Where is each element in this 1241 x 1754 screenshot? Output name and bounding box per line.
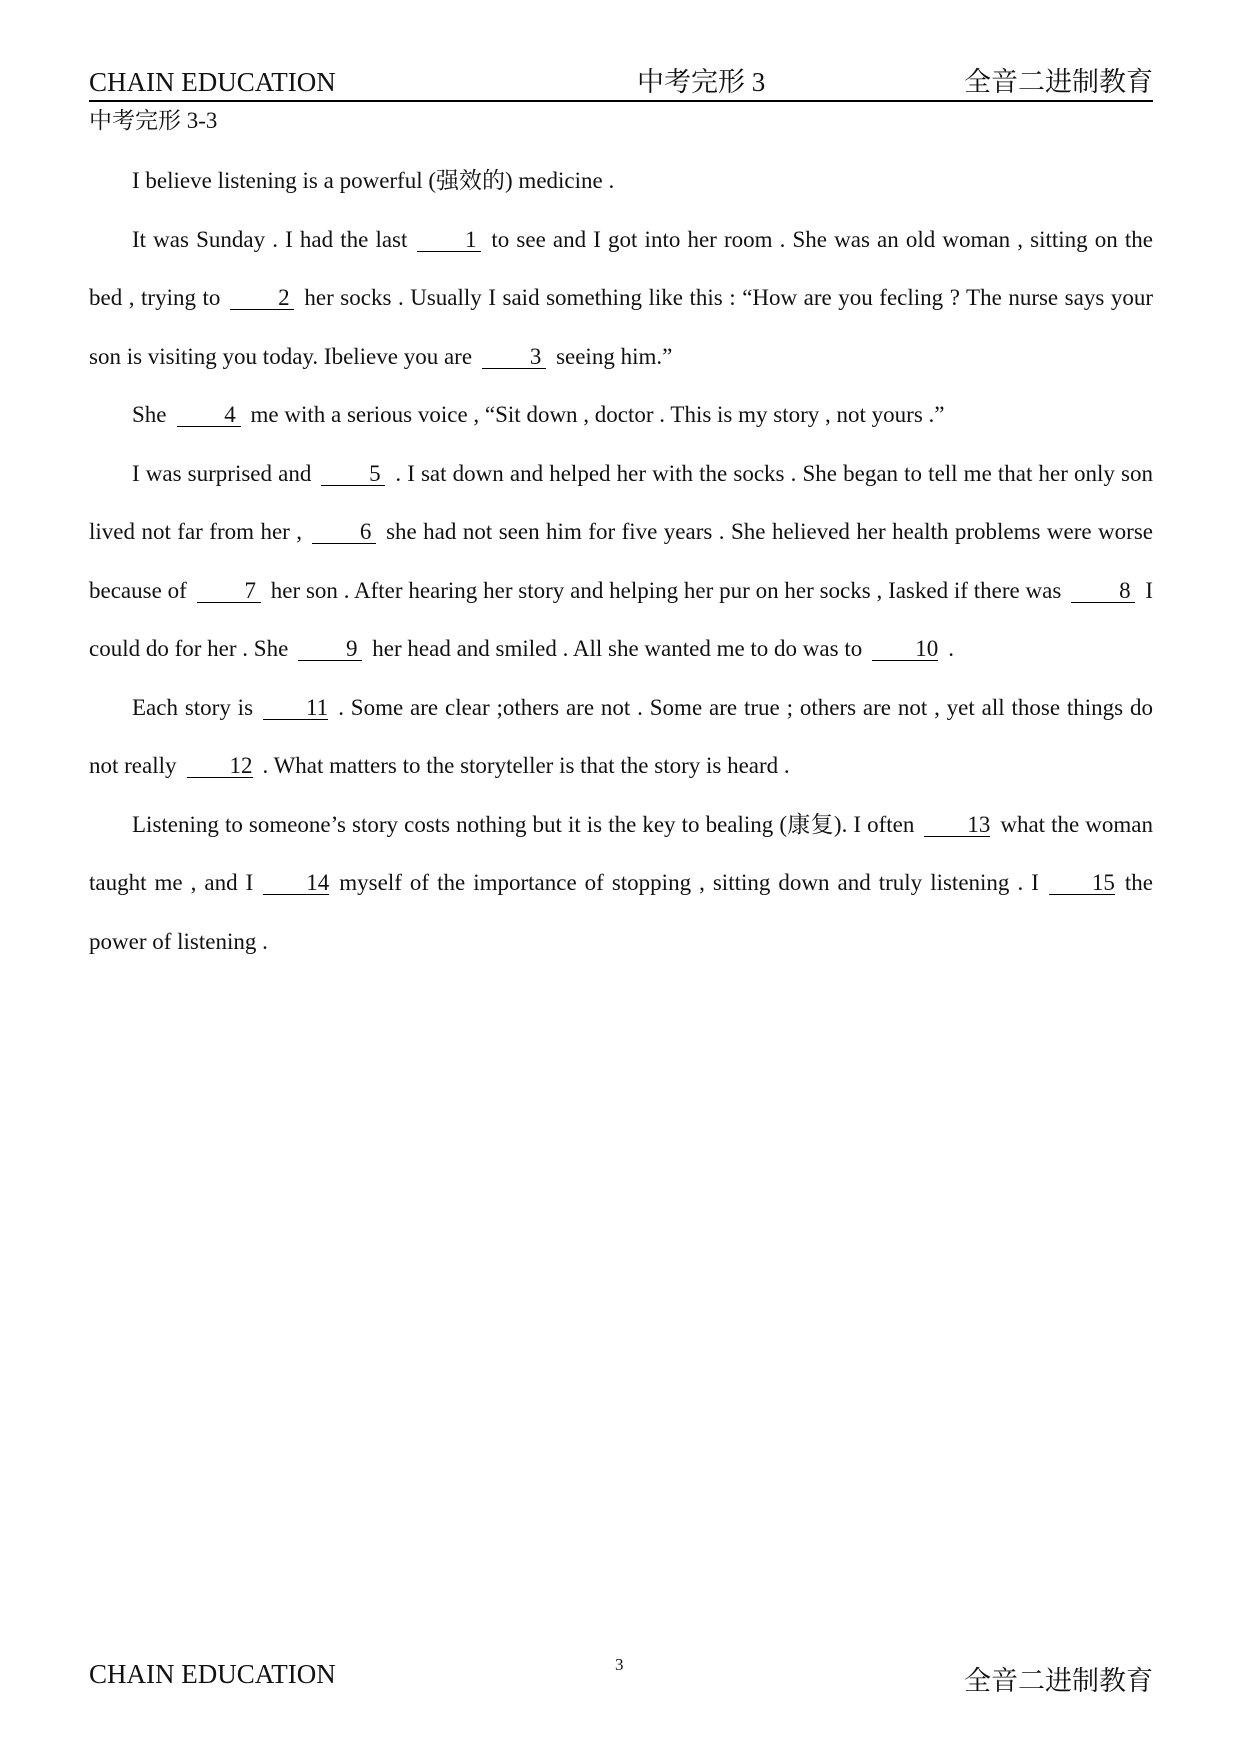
text: It was Sunday . I had the last: [132, 226, 408, 252]
text: her socks . Usually I said something like this : “How are you fecling ? The nurse says your son is visiting you today. Ibelieve you are: [89, 285, 1153, 369]
blank-5: 5: [321, 463, 385, 486]
text: her son . After hearing her story and helping her pur on her socks , Iasked if there was: [270, 577, 1062, 603]
text: seeing him.”: [556, 343, 673, 369]
text: .: [948, 636, 954, 661]
header-title: 中考完形 3: [637, 67, 766, 97]
blank-14: 14: [263, 872, 329, 895]
text: me with a serious voice , “Sit down , doctor . This is my story , not yours .”: [250, 402, 945, 427]
text: I believe listening is a powerful (强效的) medicine .: [132, 168, 615, 193]
paragraph-1: [89, 152, 1153, 211]
blank-2: 2: [230, 287, 294, 310]
blank-3: 3: [482, 346, 546, 369]
blank-6: 6: [312, 521, 376, 544]
text: what the woman taught me , and I: [89, 811, 1153, 895]
paragraph-4: [89, 445, 1153, 679]
text: I was surprised and: [132, 460, 312, 486]
cloze-passage: [89, 152, 1153, 971]
blank-7: 7: [197, 580, 261, 603]
footer-brand: CHAIN EDUCATION: [89, 1659, 336, 1689]
blank-15: 15: [1049, 872, 1115, 895]
text: I could do for her . She: [89, 577, 1153, 661]
blank-1: 1: [417, 229, 481, 252]
text: Each story is: [132, 694, 254, 720]
text: She: [132, 402, 167, 427]
blank-9: 9: [298, 638, 362, 661]
page-header: [89, 56, 1153, 102]
text: Listening to someone’s story costs nothing but it is the key to bealing (康复). I often: [132, 811, 915, 837]
text: her head and smiled . All she wanted me to do was to: [372, 636, 863, 661]
text: . I sat down and helped her with the socks . She began to tell me that her only son lived not far from her ,: [89, 460, 1153, 544]
text: the power of listening .: [89, 870, 1153, 954]
blank-11: 11: [263, 697, 328, 720]
text: she had not seen him for five years . She helieved her health problems were worse because of: [89, 519, 1153, 603]
blank-4: 4: [177, 404, 241, 427]
text: to see and I got into her room . She was an old woman , sitting on the bed , trying to: [89, 226, 1153, 310]
exercise-title: 中考完形 3-3: [89, 108, 218, 133]
page-footer: [89, 1655, 1153, 1695]
paragraph-3: [89, 386, 1153, 445]
blank-10: 10: [872, 638, 938, 661]
header-brand-cn: 全音二进制教育: [964, 67, 1153, 97]
paragraph-2: [89, 211, 1153, 387]
text: . Some are clear ;others are not . Some are true ; others are not , yet all those things do not really: [89, 694, 1153, 778]
text: . What matters to the storyteller is that the story is heard .: [262, 753, 790, 778]
paragraph-6: [89, 796, 1153, 972]
page-number: 3: [615, 1655, 624, 1674]
header-brand: CHAIN EDUCATION: [89, 67, 336, 97]
blank-8: 8: [1071, 580, 1135, 603]
text: myself of the importance of stopping , sitting down and truly listening . I: [339, 870, 1039, 895]
footer-brand-cn: 全音二进制教育: [964, 1666, 1153, 1696]
blank-12: 12: [187, 755, 253, 778]
paragraph-5: [89, 679, 1153, 796]
blank-13: 13: [924, 814, 990, 837]
